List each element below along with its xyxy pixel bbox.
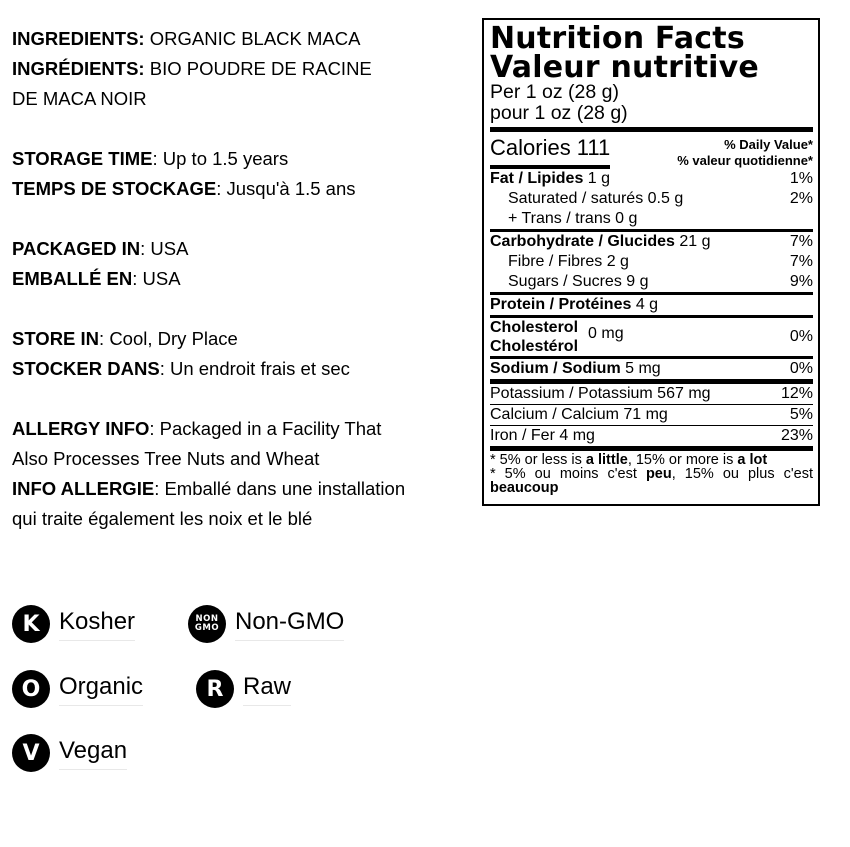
non-gmo-icon: NON GMO (188, 605, 226, 643)
nutrient-row-fat: Fat / Lipides 1 g 1% (490, 170, 813, 187)
footnote: * 5% or less is a little, 15% or more is a lot * 5% ou moins c'est peu, 15% ou plus c'est beaucoup (490, 452, 813, 496)
nutrient-row-iron: Iron / Fer 4 mg 23% (490, 427, 813, 444)
organic-icon: O (12, 670, 50, 708)
nutrient-row-calcium: Calcium / Calcium 71 mg 5% (490, 406, 813, 423)
calories: Calories 111 (490, 135, 610, 169)
nutrient-row-carbohydrate: Carbohydrate / Glucides 21 g 7% (490, 233, 813, 250)
raw-icon: R (196, 670, 234, 708)
info-line: INGRÉDIENTS: BIO POUDRE DE RACINE (12, 58, 372, 79)
nutrition-title-en: Nutrition Facts (490, 21, 745, 56)
product-info (12, 24, 472, 564)
nutrient-row-trans: + Trans / trans 0 g (508, 210, 638, 227)
nutrient-row-sodium: Sodium / Sodium 5 mg 0% (490, 360, 813, 377)
nutrient-row-cholesterol: Cholesterol Cholestérol 0 mg 0% (490, 319, 813, 355)
info-line: DE MACA NOIR (12, 88, 147, 109)
info-line: STORAGE TIME: Up to 1.5 years (12, 148, 289, 169)
nutrient-row-potassium: Potassium / Potassium 567 mg 12% (490, 385, 813, 402)
serving-size-fr: pour 1 oz (28 g) (490, 102, 628, 124)
nutrient-row-saturated: Saturated / saturés 0.5 g 2% (508, 190, 813, 207)
divider (490, 127, 813, 132)
calories-row (490, 135, 813, 169)
info-line: PACKAGED IN: USA (12, 238, 189, 259)
badge-non-gmo: NON GMO Non-GMO (188, 605, 344, 643)
store-in-section (12, 324, 472, 384)
info-line: TEMPS DE STOCKAGE: Jusqu'à 1.5 ans (12, 178, 356, 199)
ingredients-section (12, 24, 472, 114)
nutrient-row-protein: Protein / Protéines 4 g (490, 296, 659, 313)
badge-raw: R Raw (196, 670, 291, 708)
badge-kosher: K Kosher (12, 605, 135, 643)
daily-value-header: % Daily Value* % valeur quotidienne* (677, 137, 813, 168)
info-line: INGREDIENTS: ORGANIC BLACK MACA (12, 28, 361, 49)
packaged-in-section (12, 234, 472, 294)
serving-size-en: Per 1 oz (28 g) (490, 81, 619, 103)
kosher-icon: K (12, 605, 50, 643)
info-line: EMBALLÉ EN: USA (12, 268, 181, 289)
info-line: ALLERGY INFO: Packaged in a Facility That (12, 418, 382, 439)
badge-organic: O Organic (12, 670, 143, 708)
nutrient-row-sugars: Sugars / Sucres 9 g 9% (508, 273, 813, 290)
badge-vegan: V Vegan (12, 734, 127, 772)
info-line: INFO ALLERGIE: Emballé dans une installation (12, 478, 406, 499)
storage-time-section (12, 144, 472, 204)
allergy-section (12, 414, 472, 534)
info-line: Also Processes Tree Nuts and Wheat (12, 448, 320, 469)
info-line: STORE IN: Cool, Dry Place (12, 328, 238, 349)
nutrition-facts-panel (482, 18, 820, 506)
info-line: STOCKER DANS: Un endroit frais et sec (12, 358, 350, 379)
nutrient-row-fibre: Fibre / Fibres 2 g 7% (508, 253, 813, 270)
vegan-icon: V (12, 734, 50, 772)
nutrition-title-fr: Valeur nutritive (490, 50, 759, 85)
info-line: qui traite également les noix et le blé (12, 508, 313, 529)
